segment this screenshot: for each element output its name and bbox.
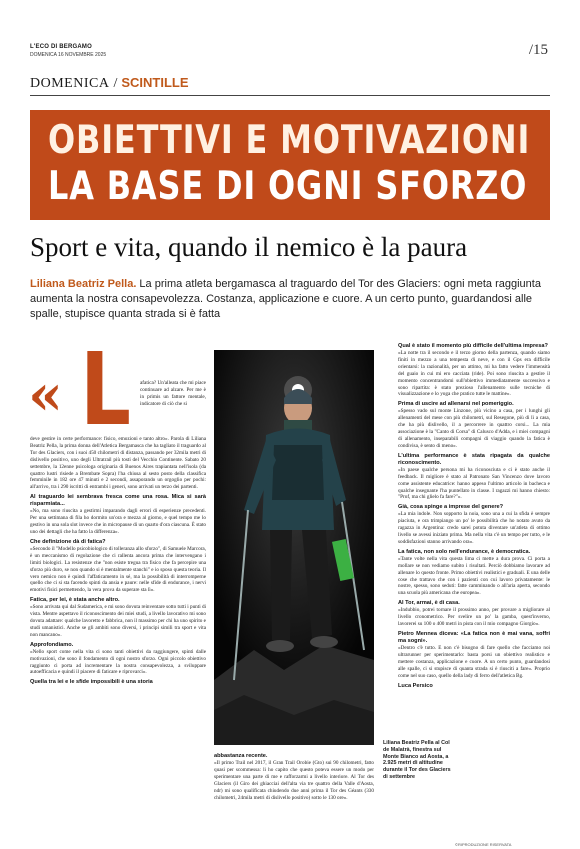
answer: «Spesso vado sul monte Linzone, più vicino a casa, per i lunghi gli allenamenti del mese con più chilometri, sul Resegone, più di lì a casa, che ha più dislivello, il a percorrere in quattro corsi... La mia associazione è la "Canto di Corsa" di Calusco d'Adda, e i miei compagni di allenamento, inseparabili compagni di viaggio quando la fatica è condivisa, è sento di meno». <box>398 408 550 449</box>
lead-paragraph-rest: deve gestire in certe performance: fisico, emozioni e tanto altro». Parola di Liliana Beatriz Pella, la prima donna dell'Atletica Bergamasca che ha tagliato il traguardo al Tor des Glaciers, con i suoi 450 chilometri di distanza, passando per 32mila metri di dislivello positivo, uno degli Ultratrail più tosti del Vecchio Continente. Sabato 20 settembre, la 12enne psicologa originaria di Buenos Aires trapiantata nell'isola (da quattro lustri risiede a Brembate Sopra) l'ha chiusa al sesto posto della classifica femminile in 182 ore 47 minuti e 2 secondi, assaporando un orgoglio per pochi: all'arrivo, tra i 290 iscritti di entrambi i generi, sono arrivati un terzo dei partenti. <box>30 436 206 491</box>
question: Prima di uscire ad allenarsi nel pomeriggio. <box>398 401 514 408</box>
answer: «Dentro c'è tutto. E non c'è bisogno di fare quello che facciamo noi ultrarunner per sperimentarlo: basta porsi un obiettivo realistico e mettere costanza, applicazione e cuore. A un certo punto, guardandosi alle spalle, ci si stupisce di quanta strada si è riusciti a fare». Proprio come nel suo caso, quello della lady di ferro dell'atletica Bg. <box>398 645 550 679</box>
question: Qual è stato il momento più difficile dell'ultima impresa? <box>398 343 548 349</box>
banner-line-1: OBIETTIVI E MOTIVAZIONI <box>48 118 531 163</box>
question-continued: abbastanza recente. <box>214 753 268 759</box>
answer: «Nello sport come nella vita ci sono tanti obiettivi da raggiungere, spinti dalle motivazioni, che sono il fondamento di ogni nostro sforzo. Ogni piccolo obiettivo raggiunto ci porta ad incrementare la nostra consapevolezza, a sviluppare autoefficacia e quindi il piacere di faticare e riprovarci». <box>30 648 206 676</box>
title-banner <box>30 110 550 220</box>
athlete-illustration <box>214 350 374 745</box>
answer: «Sono arrivata qui dal Sudamerica, e mi sono dovuta reinventare sotto tutti i punti di vista. Mentre aspettavo il riconoscimento dei miei studi, a livello lavorativo mi sono dovuta adattare: qualche lavoretto e fabbrica, non il massimo per chi ha uno spirito e studi umanistici. Anche se gli ambiti sono diversi, i principi simili tra sport e vita non mancano». <box>30 604 206 638</box>
issue-date: DOMENICA 16 NOVEMBRE 2025 <box>30 52 107 58</box>
answer: «La mia indole. Non sopporto la noia, sono una a cui la sfida è sempre piaciuta, e ora trimpiango un po' le possibilità che ho notato avuto da ragazza in Argentina: credo sarei potuta diventare un'atleta di ottimo livello se avessi iniziato prima. Ma nella vita c'è un tempo per tutto, e le soddisfazioni stanno arrivando ora». <box>398 511 550 545</box>
headline: Sport e vita, quando il nemico è la paura <box>30 232 468 262</box>
article-column-2 <box>214 750 374 803</box>
question: L'ultima performance è stata ripagata da qualche riconoscimento. <box>398 452 550 466</box>
section-sub: SCINTILLE <box>121 75 189 90</box>
answer: «Il primo Trail nel 2017, il Gran Trail Orobie (Gto) sui 90 chilometri, fatto quasi per scommessa: li ho capito che questo poteva essere un modo per sperimentare una parte di me e rafforzarmi a livello interiore. Al Tor des Glaciers (il Giro dei ghiacciai dell'alta via tre quattro della Valle d'Aosta, ndr) mi sono qualificata chiudendo due anni prima il Tor des Géants (330 chilometri, 24mila metri di dislivello positivo) sotto le 130 ore». <box>214 760 374 801</box>
question: Quella tra lei e le sfide impossibili è una storia <box>30 679 153 686</box>
answer: «La notte tra il secondo e il terzo giorno della partenza, quando siamo finiti in mezzo a una tempesta di neve, e con il Gps era difficile orientarsi: la razionalità, per un attimo, mi ha fatto vedere l'immensità del guaio in cui mi ero cacciata (ride). Poi sono riuscita a gestire il momento concentrandomi sull'obiettivo immediatamente successivo e sono ripartita: è stato prezioso l'allenamento sulle tecniche di visualizzazione e lo yoga che pratico tutte le mattine». <box>398 350 550 398</box>
photo-caption: Liliana Beatriz Pella al Col de Malatrà, finestra sul Monte Bianco ad Aosta, a 2.925 metri di altitudine durante il Tor des Glaciers di settembre <box>383 740 451 780</box>
section-header <box>30 74 550 96</box>
newspaper-name: L'ECO DI BERGAMO <box>30 44 92 50</box>
article-column-1 <box>30 436 206 686</box>
article-column-1-top <box>140 380 206 410</box>
dropcap-letter: L <box>80 331 131 448</box>
answer: «Tante volte nella vita questa lima ci mette a dura prova. Ci porta a mollare se non vediamo subito i risultati. Perciò dobbiamo lavorare ad allenare lo questo fronte. Primo obiettivi realistici e graduali. E una delle cose che trattavo che con i pazienti con cui lavoro privatamente: le nostre, spesso, sono seduti: fatte camminando o all'aria aperta, secondo una scuola più americana che europea». <box>398 555 550 597</box>
question: Al Tor, armai, è di casa. <box>398 600 460 607</box>
question: Fatica, per lei, è stata anche altro. <box>30 597 120 604</box>
answer: «In paese qualche persona mi ha riconosciuta e ci è stato anche il feedback. Il migliore è stato al Patronato San Vincenzo dove lavoro come assistente educatrice: hanno appeso l'ultimo articolo in bacheca e qualche insegnante l'ha puntellato in classe. I ragazzi mi hanno chiesto: "Prof, ma chi glielo fa fare?"». <box>398 466 550 501</box>
byline: Luca Persico <box>398 682 433 689</box>
question: Che definizione dà di fatica? <box>30 538 106 545</box>
opening-quote-mark: « <box>28 362 63 428</box>
masthead <box>30 44 550 68</box>
answer: «Indubbio, potrei tornare il prossimo anno, per provare a migliorare al livello cronometrico. Per svelire un po' la gamba, quest'inverno, lavorerei su 100 o 400 metri in pista con il mio compagno Giorgio». <box>398 607 550 628</box>
deck <box>30 277 552 322</box>
section-main: DOMENICA <box>30 76 110 91</box>
copyright-credit: ©RIPRODUZIONE RISERVATA <box>455 842 512 847</box>
deck-text: La prima atleta bergamasca al traguardo del Tor des Glaciers: ogni meta raggiunta aumenta la nostra consapevolezza. Costanza, applicazione e cuore. A un certo punto, guardandosi alle spalle, stupisce quanta strada si è fatta <box>30 278 541 320</box>
question: La fatica, non solo nell'endurance, è democratica. <box>398 548 531 555</box>
section-separator: / <box>113 76 118 91</box>
answer: «No, ma sono riuscita a gestirmi imparando dagli errori di esperienze precedenti. Per una settimana di fila ho dormito un'ora e mezza al giorno, e quel tempo me lo gestivo in una sola slot invece che in micropause di un quarto d'ora ciascuna. È stato uno dei dettagli che ha fatto la differenza». <box>30 508 206 535</box>
question: Già, cosa spinge a imprese del genere? <box>398 504 504 511</box>
page-number: /15 <box>528 42 548 58</box>
question: Pietro Mennea diceva: «La fatica non è mai vana, soffri ma sogni». <box>398 631 550 644</box>
photo-night-trail <box>214 350 374 745</box>
question: Approfondiamo. <box>30 641 74 648</box>
deck-subject: Liliana Beatriz Pella. <box>30 278 137 290</box>
lead-paragraph-start: afatica? Un'alleata che mi piace continuare ad alzare. Per me è in primis un fattore mentale, indicatore di ciò che si <box>140 380 206 407</box>
answer: «Secondo il "Modello psicobiologico di tolleranza allo sforzo", di Samuele Marcora, è un meccanismo di regolazione che ci rallenta ancora prima che intervengano i limiti biologici. La resistenze che "non esiste tregua tra fisico che fa percepire una sforzo più duro, se non quando si è mentalmente stanchi" e io sposo questa teoria. Il vero nemico non è quindi l'affaticamento in sé, ma la possibilità di interromperne quello che ci si sta facendo spinti da ansia e paure: nelle sfide di endurance, i nervi emotivi fisici permettendo, la vera prova da superare sta lì». <box>30 545 206 594</box>
article-column-3 <box>398 340 550 690</box>
banner-line-2: LA BASE DI OGNI SFORZO <box>48 164 528 209</box>
question: Al traguardo lei sembrava fresca come una rosa. Mica si sarà risparmiata... <box>30 494 206 508</box>
